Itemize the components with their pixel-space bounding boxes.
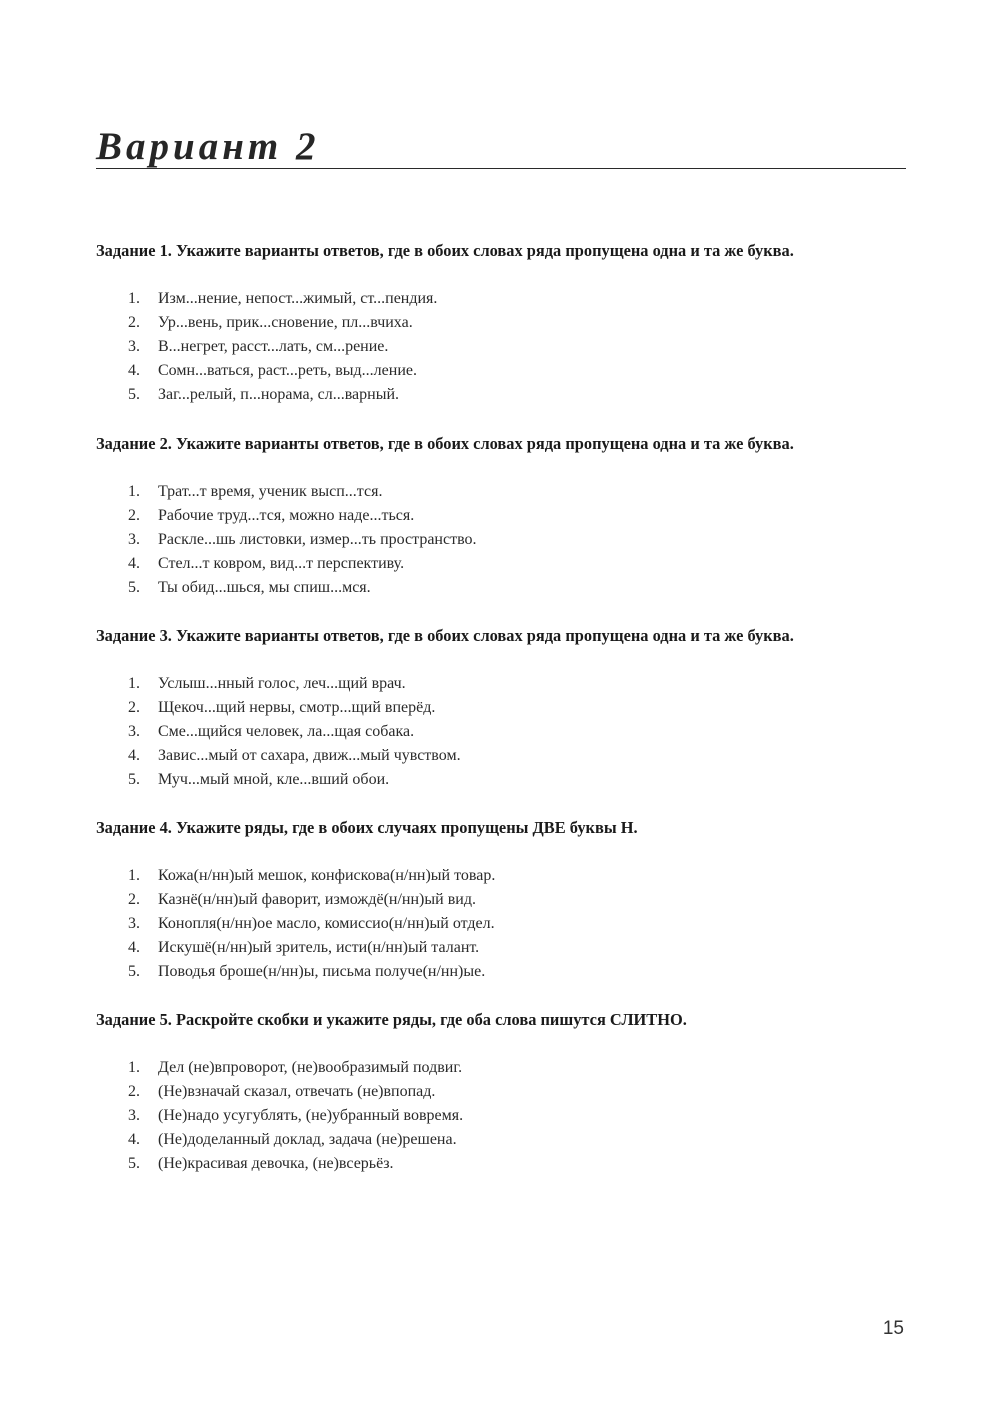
list-item: [96, 1152, 916, 1176]
option-text: (Не)взначай сказал, отвечать (не)впопад.: [158, 1083, 436, 1100]
list-item: [96, 1080, 916, 1104]
task-3: [96, 626, 916, 792]
options-list: [96, 480, 916, 600]
option-text: (Не)доделанный доклад, задача (не)решена.: [158, 1131, 457, 1148]
list-item: [96, 936, 916, 960]
option-number: 4.: [128, 747, 140, 764]
option-number: 3.: [128, 723, 140, 740]
list-item: [96, 480, 916, 504]
option-text: Дел (не)впроворот, (не)вообразимый подвиг.: [158, 1059, 463, 1076]
option-number: 5.: [128, 963, 140, 980]
page-number: 15: [882, 1318, 904, 1339]
list-item: [96, 864, 916, 888]
option-number: 4.: [128, 362, 140, 379]
option-number: 2.: [128, 891, 140, 908]
list-item: [96, 960, 916, 984]
list-item: [96, 744, 916, 768]
options-list: [96, 864, 916, 984]
option-number: 3.: [128, 338, 140, 355]
option-number: 2.: [128, 1083, 140, 1100]
task-2: [96, 434, 916, 600]
option-number: 3.: [128, 531, 140, 548]
task-heading: Задание 5. Раскройте скобки и укажите ряды, где оба слова пишутся СЛИТНО.: [96, 1010, 687, 1029]
task-heading: Задание 4. Укажите ряды, где в обоих случаях пропущены ДВЕ буквы Н.: [96, 818, 638, 837]
list-item: [96, 359, 916, 383]
option-number: 5.: [128, 1155, 140, 1172]
task-heading: Задание 1. Укажите варианты ответов, где в обоих словах ряда пропущена одна и та же буква.: [96, 241, 794, 260]
option-text: Изм...нение, непост...жимый, ст...пендия.: [158, 290, 438, 307]
option-text: Конопля(н/нн)ое масло, комиссио(н/нн)ый отдел.: [158, 915, 495, 932]
list-item: [96, 1104, 916, 1128]
list-item: [96, 888, 916, 912]
list-item: [96, 287, 916, 311]
option-text: (Не)надо усугублять, (не)убранный вовремя.: [158, 1107, 464, 1124]
option-number: 5.: [128, 386, 140, 403]
option-text: (Не)красивая девочка, (не)всерьёз.: [158, 1155, 394, 1172]
list-item: [96, 1056, 916, 1080]
option-text: Кожа(н/нн)ый мешок, конфискова(н/нн)ый товар.: [158, 867, 496, 884]
list-item: [96, 672, 916, 696]
option-text: Стел...т ковром, вид...т перспективу.: [158, 555, 405, 572]
list-item: [96, 696, 916, 720]
option-text: Ур...вень, прик...сновение, пл...вчиха.: [158, 314, 413, 331]
option-number: 3.: [128, 1107, 140, 1124]
option-text: Казнё(н/нн)ый фаворит, измождё(н/нн)ый вид.: [158, 891, 476, 908]
list-item: [96, 528, 916, 552]
options-list: [96, 672, 916, 792]
option-text: Завис...мый от сахара, движ...мый чувством.: [158, 747, 461, 764]
option-number: 4.: [128, 555, 140, 572]
option-number: 5.: [128, 771, 140, 788]
list-item: [96, 335, 916, 359]
option-text: Сомн...ваться, раст...реть, выд...ление.: [158, 362, 417, 379]
option-number: 5.: [128, 579, 140, 596]
option-number: 2.: [128, 507, 140, 524]
list-item: [96, 552, 916, 576]
option-number: 1.: [128, 483, 140, 500]
task-4: [96, 818, 916, 984]
variant-title: Вариант 2: [96, 125, 320, 168]
variant-header: [96, 126, 906, 169]
list-item: [96, 576, 916, 600]
option-number: 2.: [128, 699, 140, 716]
list-item: [96, 912, 916, 936]
task-1: [96, 241, 916, 407]
options-list: [96, 1056, 916, 1176]
option-text: Поводья броше(н/нн)ы, письма получе(н/нн)ые.: [158, 963, 486, 980]
list-item: [96, 720, 916, 744]
option-number: 4.: [128, 1131, 140, 1148]
option-text: Услыш...нный голос, леч...щий врач.: [158, 675, 406, 692]
list-item: [96, 383, 916, 407]
list-item: [96, 768, 916, 792]
option-text: Ты обид...шься, мы спиш...мся.: [158, 579, 371, 596]
option-text: Рабочие труд...тся, можно наде...ться.: [158, 507, 415, 524]
option-text: В...негрет, расст...лать, см...рение.: [158, 338, 389, 355]
task-heading: Задание 2. Укажите варианты ответов, где в обоих словах ряда пропущена одна и та же буква.: [96, 434, 794, 453]
options-list: [96, 287, 916, 407]
option-number: 3.: [128, 915, 140, 932]
option-number: 2.: [128, 314, 140, 331]
option-text: Раскле...шь листовки, измер...ть пространство.: [158, 531, 477, 548]
task-heading: Задание 3. Укажите варианты ответов, где в обоих словах ряда пропущена одна и та же буква.: [96, 626, 794, 645]
option-text: Трат...т время, ученик высп...тся.: [158, 483, 383, 500]
task-5: [96, 1010, 916, 1176]
option-number: 4.: [128, 939, 140, 956]
option-text: Муч...мый мной, кле...вший обои.: [158, 771, 390, 788]
option-number: 1.: [128, 290, 140, 307]
list-item: [96, 1128, 916, 1152]
option-text: Сме...щийся человек, ла...щая собака.: [158, 723, 415, 740]
option-text: Щекоч...щий нервы, смотр...щий вперёд.: [158, 699, 436, 716]
option-number: 1.: [128, 675, 140, 692]
list-item: [96, 504, 916, 528]
list-item: [96, 311, 916, 335]
option-number: 1.: [128, 1059, 140, 1076]
option-text: Заг...релый, п...норама, сл...варный.: [158, 386, 400, 403]
option-text: Искушё(н/нн)ый зритель, исти(н/нн)ый талант.: [158, 939, 480, 956]
option-number: 1.: [128, 867, 140, 884]
